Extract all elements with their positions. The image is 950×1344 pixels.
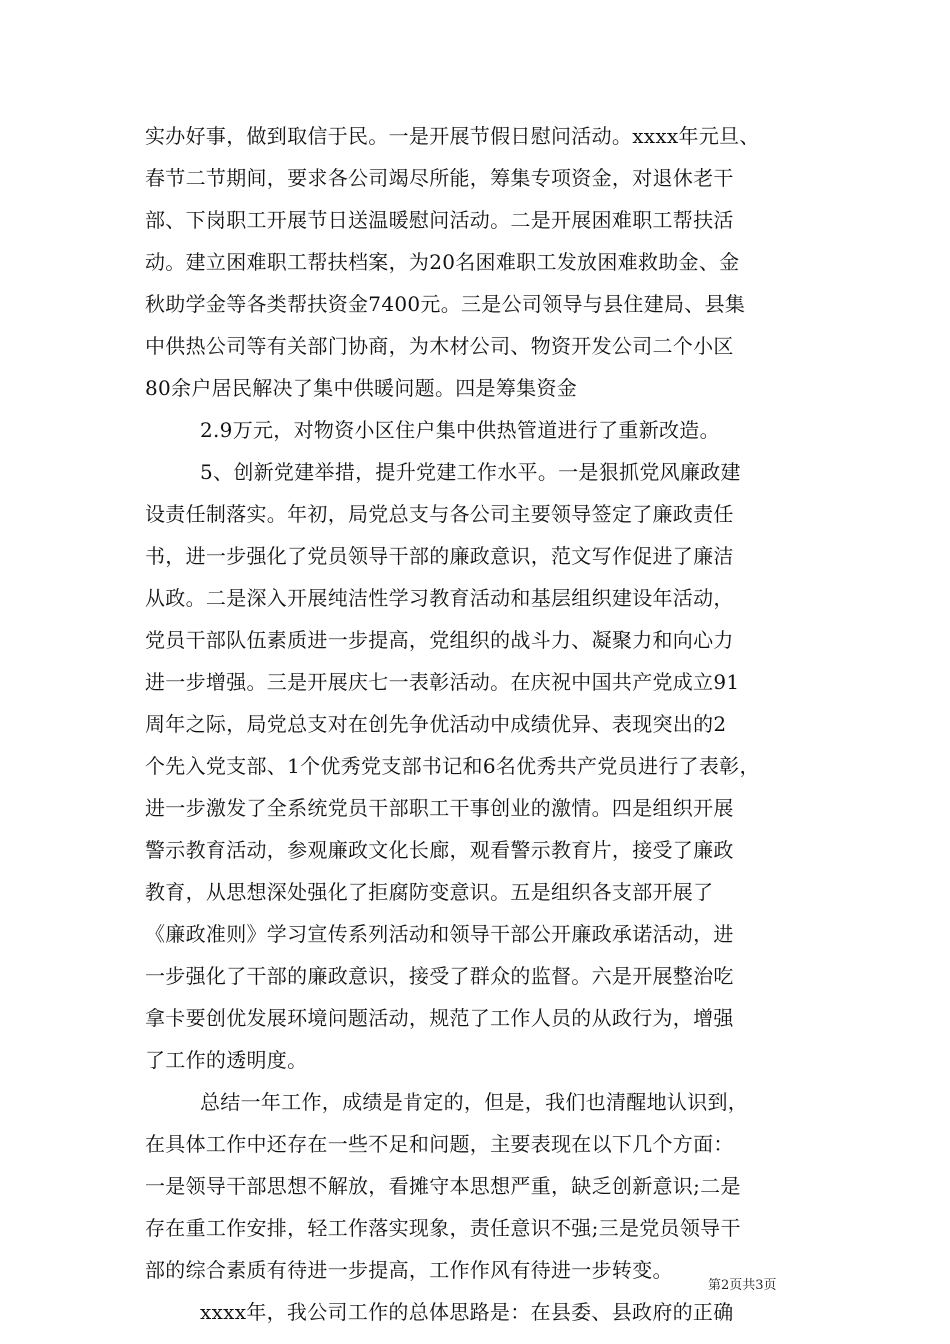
text-line: 部、下岗职工开展节日送温暖慰问活动。二是开展困难职工帮扶活 bbox=[145, 208, 734, 232]
text-line: 了工作的透明度。 bbox=[145, 1048, 308, 1072]
text-line: 在具体工作中还存在一些不足和问题，主要表现在以下几个方面： bbox=[145, 1132, 734, 1156]
text-line: 党员干部队伍素质进一步提高，党组织的战斗力、凝聚力和向心力 bbox=[145, 628, 734, 652]
text-line: 警示教育活动，参观廉政文化长廊，观看警示教育片，接受了廉政 bbox=[145, 838, 734, 862]
text-line: 一步强化了干部的廉政意识，接受了群众的监督。六是开展整治吃 bbox=[145, 964, 734, 988]
text-line: 进一步激发了全系统党员干部职工干事创业的激情。四是组织开展 bbox=[145, 796, 734, 820]
text-line: 教育，从思想深处强化了拒腐防变意识。五是组织各支部开展了 bbox=[145, 880, 714, 904]
text-line: 5、创新党建举措，提升党建工作水平。一是狠抓党风廉政建 bbox=[200, 460, 741, 484]
text-line: 存在重工作安排，轻工作落实现象，责任意识不强;三是党员领导干 bbox=[145, 1216, 741, 1240]
text-line: 拿卡要创优发展环境问题活动，规范了工作人员的从政行为，增强 bbox=[145, 1006, 734, 1030]
text-line: 进一步增强。三是开展庆七一表彰活动。在庆祝中国共产党成立91 bbox=[145, 670, 740, 694]
text-line: 从政。二是深入开展纯洁性学习教育活动和基层组织建设年活动， bbox=[145, 586, 734, 610]
page-number: 第2页共3页 bbox=[708, 1278, 777, 1293]
text-line: 2.9万元，对物资小区住户集中供热管道进行了重新改造。 bbox=[200, 418, 720, 442]
text-line: 书，进一步强化了党员领导干部的廉政意识，范文写作促进了廉洁 bbox=[145, 544, 734, 568]
text-line: 部的综合素质有待进一步提高，工作作风有待进一步转变。 bbox=[145, 1258, 673, 1282]
text-line: 一是领导干部思想不解放，看摊守本思想严重，缺乏创新意识;二是 bbox=[145, 1174, 741, 1198]
text-line: 动。建立困难职工帮扶档案，为20名困难职工发放困难救助金、金 bbox=[145, 250, 740, 274]
text-line: 中供热公司等有关部门协商，为木材公司、物资开发公司二个小区 bbox=[145, 334, 734, 358]
text-line: 秋助学金等各类帮扶资金7400元。三是公司领导与县住建局、县集 bbox=[145, 292, 746, 316]
text-line: xxxx年，我公司工作的总体思路是：在县委、县政府的正确 bbox=[200, 1300, 734, 1324]
text-line: 实办好事，做到取信于民。一是开展节假日慰问活动。xxxx年元旦、 bbox=[145, 124, 760, 148]
text-line: 春节二节期间，要求各公司竭尽所能，筹集专项资金，对退休老干 bbox=[145, 166, 734, 190]
text-line: 总结一年工作，成绩是肯定的，但是，我们也清醒地认识到， bbox=[200, 1090, 749, 1114]
text-line: 个先入党支部、1个优秀党支部书记和6名优秀共产党员进行了表彰， bbox=[145, 754, 760, 778]
text-line: 80余户居民解决了集中供暖问题。四是筹集资金 bbox=[145, 376, 578, 400]
text-line: 周年之际，局党总支对在创先争优活动中成绩优异、表现突出的2 bbox=[145, 712, 727, 736]
text-line: 设责任制落实。年初，局党总支与各公司主要领导签定了廉政责任 bbox=[145, 502, 734, 526]
text-line: 《廉政准则》学习宣传系列活动和领导干部公开廉政承诺活动，进 bbox=[145, 922, 734, 946]
